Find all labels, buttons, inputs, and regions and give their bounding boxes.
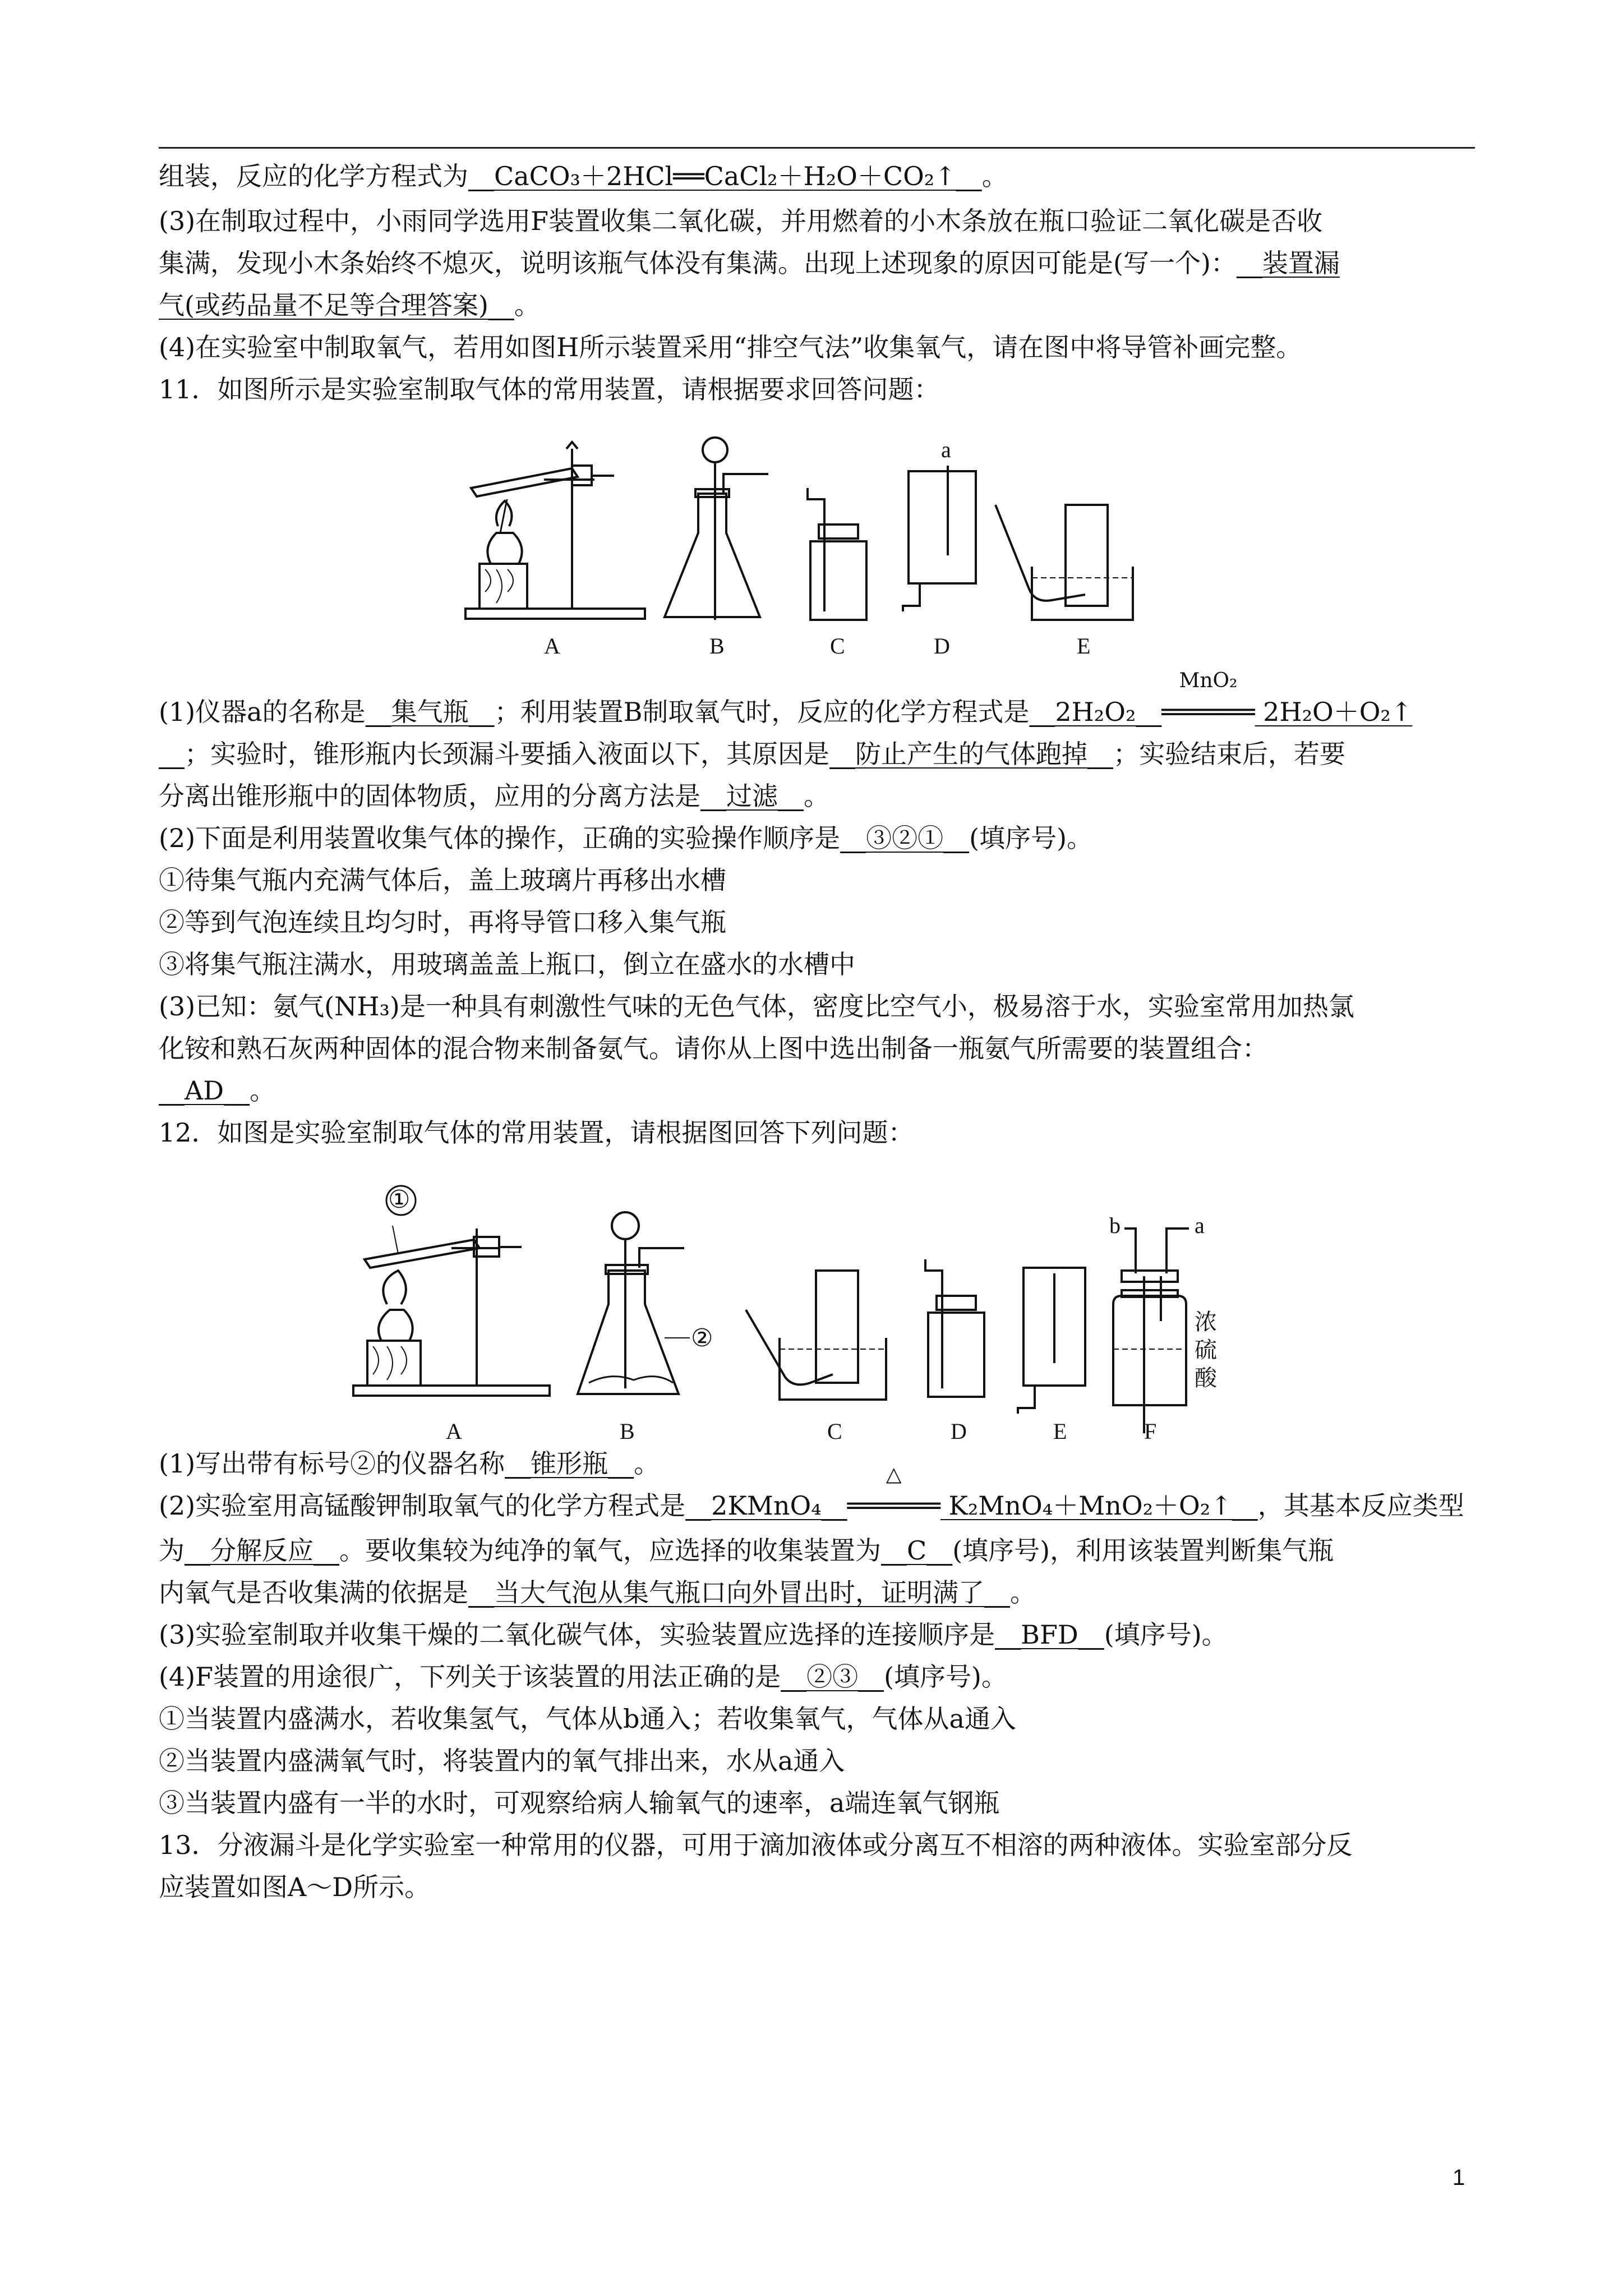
text-line [159,669,1475,728]
answer-blank: __装置漏 [1236,248,1340,278]
text-segment: (3)在制取过程中，小雨同学选用F装置收集二氧化碳，并用燃着的小木条放在瓶口验证二氧化碳是否收 [159,206,1323,236]
text-line [159,906,1475,938]
text-segment: 内氧气是否收集满的依据是 [159,1577,468,1608]
figure-11-label-e: E [1077,633,1091,659]
answer-blank: __C__ [881,1535,953,1566]
text-segment: ①待集气瓶内充满气体后，盖上玻璃片再移出水槽 [159,865,726,895]
text-line [159,1871,1475,1903]
apparatus-a-heating [353,1186,550,1396]
apparatus-d-jar [925,1259,984,1397]
answer-blank: __2KMnO₄__ [685,1490,847,1521]
text-segment: ；利用装置B制取氧气时，反应的化学方程式是 [494,697,1030,727]
text-segment: 。 [250,1075,276,1106]
answer-blank: __锥形瓶__ [505,1448,634,1479]
apparatus-c-trough [746,1271,886,1400]
figure-12-label-b: B [620,1419,635,1444]
text-segment: (4)在实验室中制取氧气，若用如图H所示装置采用“排空气法”收集氧气，请在图中将导管补画完整。 [159,332,1302,362]
text-segment: 。要收集较为纯净的氧气，应选择的收集装置为 [339,1535,881,1566]
answer-blank: __2H₂O₂__ [1029,697,1162,727]
text-segment: ①当装置内盛满水，若收集氢气，气体从b通入；若收集氧气，气体从a通入 [159,1704,1016,1734]
text-segment: ；实验时，锥形瓶内长颈漏斗要插入液面以下，其原因是 [185,739,829,769]
figure-12-acid-char-3: 酸 [1195,1365,1217,1391]
figure-12-acid-char-2: 硫 [1195,1337,1217,1363]
reaction-condition-label: MnO₂ [1179,669,1238,692]
answer-blank: __过滤__ [700,781,804,811]
text-segment: 。 [634,1448,660,1479]
text-line [159,864,1475,896]
apparatus-b-flask [578,1212,690,1394]
text-line [159,247,1475,279]
figure-12-marker-2: ② [691,1324,713,1352]
text-line [159,1576,1475,1609]
figure-12-port-a: a [1195,1213,1205,1238]
text-segment: 12．如图是实验室制取气体的常用装置，请根据图回答下列问题： [159,1117,914,1148]
apparatus-c-jar [808,488,866,620]
text-line [159,1116,1475,1149]
figure-11-label-a: A [544,633,560,659]
text-segment: 。 [1010,1577,1036,1608]
text-segment: (3)实验室制取并收集干燥的二氧化碳气体，实验装置应选择的连接顺序是 [159,1619,995,1650]
text-segment: (4)F装置的用途很广，下列关于该装置的用法正确的是 [159,1662,781,1692]
answer-blank: K₂MnO₄＋MnO₂＋O₂↑__ [940,1490,1258,1521]
reaction-condition-label: △ [886,1463,902,1486]
equals-sign: ══════ [1161,697,1255,727]
text-segment: (2)下面是利用装置收集气体的操作，正确的实验操作顺序是 [159,823,841,853]
text-line [159,990,1475,1023]
text-segment: (填序号)。 [884,1662,1007,1692]
text-segment: ③当装置内盛有一半的水时，可观察给病人输氧气的速率，a端连氧气钢瓶 [159,1788,1000,1818]
text-segment: ②当装置内盛满氧气时，将装置内的氧气排出来，水从a通入 [159,1746,845,1776]
text-segment: ，其基本反应类型 [1257,1490,1464,1521]
answer-blank: 2H₂O＋O₂↑ [1255,697,1413,727]
reaction-condition [847,1463,940,1522]
answer-blank: 气(或药品量不足等合理答案)__ [159,290,514,320]
figure-12-apparatus [353,1175,1318,1456]
text-segment: (填序号)，利用该装置判断集气瓶 [952,1535,1334,1566]
figure-11-marker-a: a [941,437,951,462]
text-line [159,289,1475,321]
apparatus-d-jar [903,466,976,611]
figure-12-label-e: E [1053,1419,1067,1444]
apparatus-e-trough [995,505,1133,620]
text-line [159,780,1475,812]
figure-11-apparatus [460,426,1211,662]
answer-blank: __当大气泡从集气瓶口向外冒出时，证明满了__ [468,1577,1010,1608]
text-segment: (填序号)。 [1104,1619,1228,1650]
text-line [159,1534,1475,1567]
text-line [159,1703,1475,1735]
text-segment: (2)实验室用高锰酸钾制取氧气的化学方程式是 [159,1490,686,1521]
answer-blank: __防止产生的气体跑掉__ [829,739,1113,769]
text-line [159,822,1475,854]
text-line [159,1074,1475,1107]
answer-blank: __CaCO₃＋2HCl══CaCl₂＋H₂O＋CO₂↑__ [468,161,982,191]
text-segment: (1)仪器a的名称是 [159,697,366,727]
answer-blank: __分解反应__ [185,1535,339,1566]
page-number: 1 [1453,2165,1465,2190]
answer-blank: __集气瓶__ [365,697,495,727]
apparatus-b-flask [665,438,768,620]
equals-sign: ══════ [847,1490,940,1521]
answer-blank: __AD__ [159,1075,250,1106]
text-segment: 组装，反应的化学方程式为 [159,161,468,191]
answer-blank: __③②①__ [840,823,970,853]
text-line [159,373,1475,406]
figure-12-label-a: A [446,1419,462,1444]
text-line [159,1660,1475,1693]
text-line [159,1787,1475,1819]
text-segment: 集满，发现小木条始终不熄灭，说明该瓶气体没有集满。出现上述现象的原因可能是(写一个)： [159,248,1237,278]
text-line [159,1032,1475,1065]
text-line [159,1745,1475,1777]
apparatus-e-jar [1018,1268,1085,1414]
figure-12-port-b: b [1109,1213,1121,1238]
text-segment: 。 [981,161,1008,191]
answer-blank: __ [159,739,185,769]
text-segment: 。 [514,290,540,320]
text-line [159,160,1475,192]
figure-12-acid-char-1: 浓 [1195,1309,1217,1335]
text-segment: 13．分液漏斗是化学实验室一种常用的仪器，可用于滴加液体或分离互不相溶的两种液体。实验室部分反 [159,1830,1353,1860]
text-line [159,948,1475,981]
text-segment: (填序号)。 [969,823,1093,853]
figure-12-label-c: C [827,1419,842,1444]
apparatus-f-wash-bottle [1113,1228,1189,1433]
text-line [159,1618,1475,1651]
text-segment: 应装置如图A～D所示。 [159,1872,431,1902]
text-segment: ③将集气瓶注满水，用玻璃盖盖上瓶口，倒立在盛水的水槽中 [159,949,855,979]
figure-12-label-f: F [1144,1419,1157,1444]
apparatus-a-heating [465,442,645,619]
text-segment: 11．如图所示是实验室制取气体的常用装置，请根据要求回答问题： [159,374,940,404]
text-segment: 分离出锥形瓶中的固体物质，应用的分离方法是 [159,781,700,811]
text-segment: (1)写出带有标号②的仪器名称 [159,1448,505,1479]
text-segment: 为 [159,1535,185,1566]
figure-11-label-d: D [934,633,950,659]
text-segment: ；实验结束后，若要 [1113,739,1345,769]
figure-11-label-b: B [709,633,725,659]
reaction-condition [1161,669,1255,728]
text-segment: ②等到气泡连续且均匀时，再将导管口移入集气瓶 [159,907,726,937]
text-line [159,1829,1475,1861]
figure-12-marker-1: ① [388,1186,411,1213]
text-segment: (3)已知：氨气(NH₃)是一种具有刺激性气味的无色气体，密度比空气小，极易溶于水，实验室常用加热氯 [159,991,1354,1022]
figure-11-label-c: C [830,633,845,659]
text-line [159,205,1475,237]
answer-blank: __②③__ [781,1662,884,1692]
text-segment: 化铵和熟石灰两种固体的混合物来制备氨气。请你从上图中选出制备一瓶氨气所需要的装置组合： [159,1033,1268,1064]
text-line [159,738,1475,770]
figure-12-label-d: D [951,1419,967,1444]
text-segment: 。 [804,781,829,811]
text-line [159,331,1475,364]
header-rule [159,147,1475,149]
answer-blank: __BFD__ [995,1619,1104,1650]
